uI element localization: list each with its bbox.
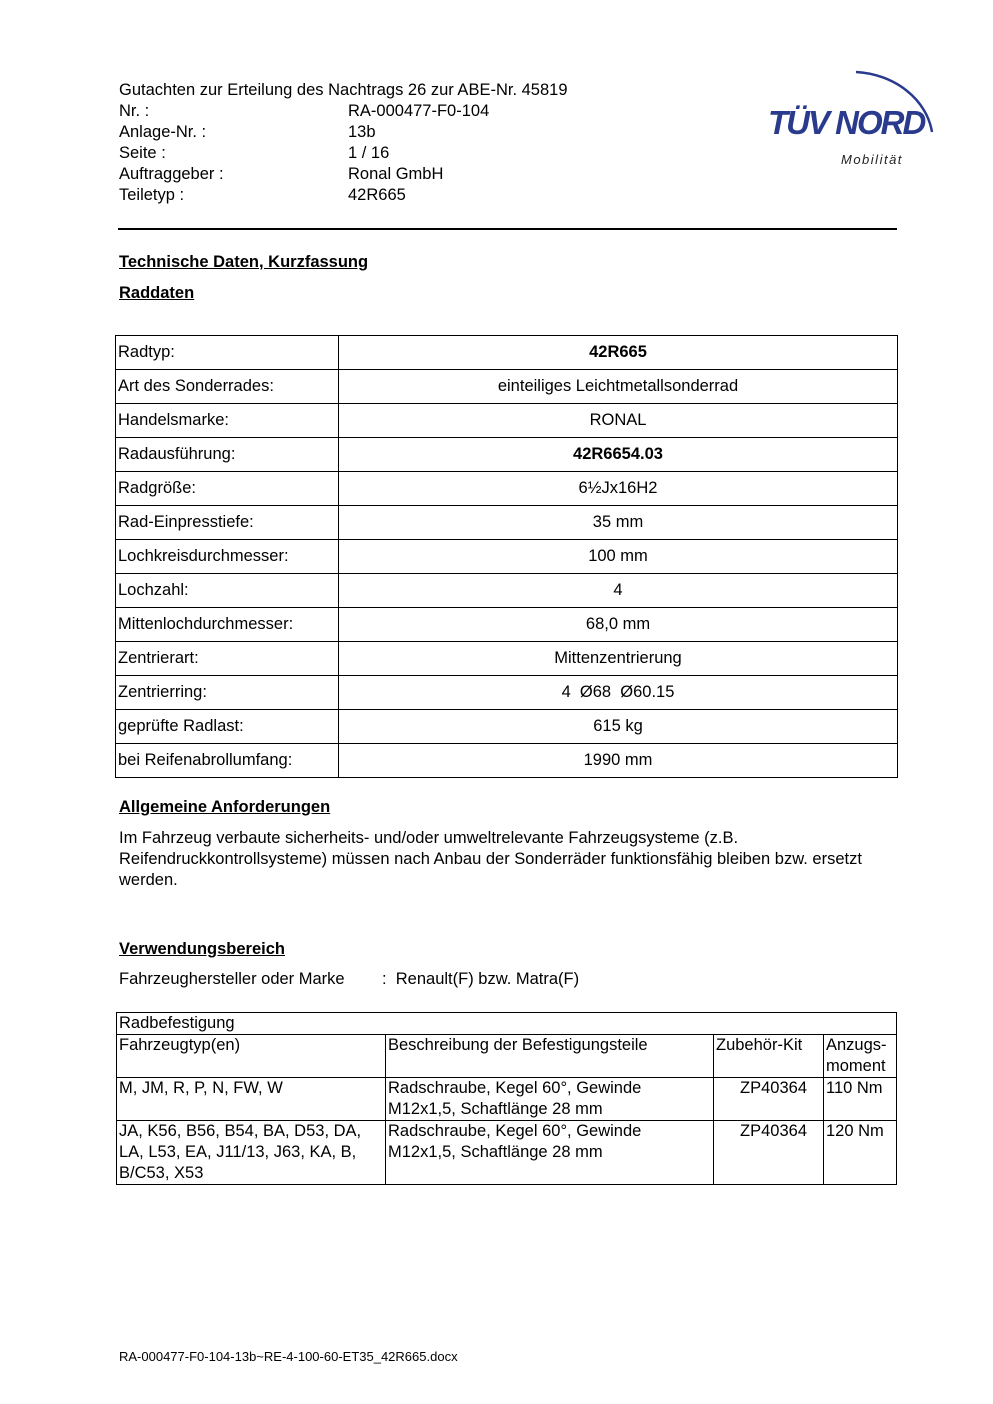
logo-subtitle: Mobilität [841,152,903,167]
row-value: RONAL [339,404,898,438]
row-label: bei Reifenabrollumfang: [116,744,339,778]
table-row [116,370,898,404]
table-row [116,336,898,370]
table-row [116,642,898,676]
make-value: : Renault(F) bzw. Matra(F) [382,970,580,988]
row-value: 68,0 mm [339,608,898,642]
header-row [119,122,568,143]
row-label: Zentrierart: [116,642,339,676]
row-value: 6½Jx16H2 [339,472,898,506]
row-label: geprüfte Radlast: [116,710,339,744]
row-label: Mittenlochdurchmesser: [116,608,339,642]
table-cell: 110 Nm [824,1078,897,1121]
table-caption: Radbefestigung [117,1013,897,1035]
header-label: Auftraggeber : [119,165,224,183]
table-cell: ZP40364 [714,1078,824,1121]
row-value: 100 mm [339,540,898,574]
table-row [117,1078,897,1121]
header-divider [118,228,897,230]
header-row [119,164,568,185]
row-value: Mittenzentrierung [339,642,898,676]
document-header [119,80,568,206]
header-value: 42R665 [348,186,406,204]
tuv-nord-logo [764,58,944,173]
footer-filename: RA-000477-F0-104-13b~RE-4-100-60-ET35_42R665.docx [119,1349,458,1364]
header-title: Gutachten zur Erteilung des Nachtrags 26 zur ABE-Nr. 45819 [119,81,568,99]
make-label: Fahrzeughersteller oder Marke [119,970,345,988]
allgemeine-text: Im Fahrzeug verbaute sicherheits- und/oder umweltrelevante Fahrzeugsysteme (z.B. Reifendruckkontrollsysteme) müssen nach Anbau der Sonderräder funktionsfähig bleiben bzw. ersetzt werden. [119,829,862,889]
row-label: Radausführung: [116,438,339,472]
header-row [119,185,568,206]
row-label: Zentrierring: [116,676,339,710]
table-header-row [117,1035,897,1078]
table-cell: ZP40364 [714,1121,824,1185]
befestigung-table [116,1012,897,1185]
row-value: 42R6654.03 [339,438,898,472]
row-label: Radgröße: [116,472,339,506]
header-row [119,143,568,164]
header-value: 13b [348,123,376,141]
table-cell: JA, K56, B56, B54, BA, D53, DA, LA, L53, EA, J11/13, J63, KA, B, B/C53, X53 [117,1121,386,1185]
allgemeine-title: Allgemeine Anforderungen [119,798,331,816]
table-row [116,574,898,608]
row-label: Lochzahl: [116,574,339,608]
column-header: Beschreibung der Befestigungsteile [386,1035,714,1078]
verwendung-title: Verwendungsbereich [119,940,285,958]
row-value: 615 kg [339,710,898,744]
make-line [119,970,579,989]
row-value: einteiliges Leichtmetallsonderrad [339,370,898,404]
table-row [116,540,898,574]
row-label: Art des Sonderrades: [116,370,339,404]
raddaten-title: Raddaten [119,284,195,302]
table-caption-row [117,1013,897,1035]
table-row [116,710,898,744]
raddaten-table [115,335,898,778]
column-header: Zubehör-Kit [714,1035,824,1078]
table-row [116,438,898,472]
table-row [116,506,898,540]
header-label: Teiletyp : [119,186,185,204]
header-label: Nr. : [119,102,150,120]
header-value: Ronal GmbH [348,165,444,183]
section-title: Technische Daten, Kurzfassung [119,253,369,271]
table-row [117,1121,897,1185]
table-row [116,608,898,642]
row-label: Radtyp: [116,336,339,370]
table-row [116,744,898,778]
row-label: Handelsmarke: [116,404,339,438]
header-value: 1 / 16 [348,144,390,162]
row-value: 4 Ø68 Ø60.15 [339,676,898,710]
row-label: Rad-Einpresstiefe: [116,506,339,540]
row-value: 1990 mm [339,744,898,778]
table-cell: M, JM, R, P, N, FW, W [117,1078,386,1121]
table-cell: 120 Nm [824,1121,897,1185]
header-label: Seite : [119,144,166,162]
table-row [116,472,898,506]
row-label: Lochkreisdurchmesser: [116,540,339,574]
header-value: RA-000477-F0-104 [348,102,490,120]
table-cell: Radschraube, Kegel 60°, Gewinde M12x1,5, Schaftlänge 28 mm [386,1121,714,1185]
logo-brand: TÜV NORD [768,104,925,141]
table-row [116,404,898,438]
table-row [116,676,898,710]
table-cell: Radschraube, Kegel 60°, Gewinde M12x1,5, Schaftlänge 28 mm [386,1078,714,1121]
column-header: Anzugs-moment [824,1035,897,1078]
column-header: Fahrzeugtyp(en) [117,1035,386,1078]
row-value: 35 mm [339,506,898,540]
header-row [119,101,568,122]
row-value: 4 [339,574,898,608]
header-label: Anlage-Nr. : [119,123,207,141]
row-value: 42R665 [339,336,898,370]
